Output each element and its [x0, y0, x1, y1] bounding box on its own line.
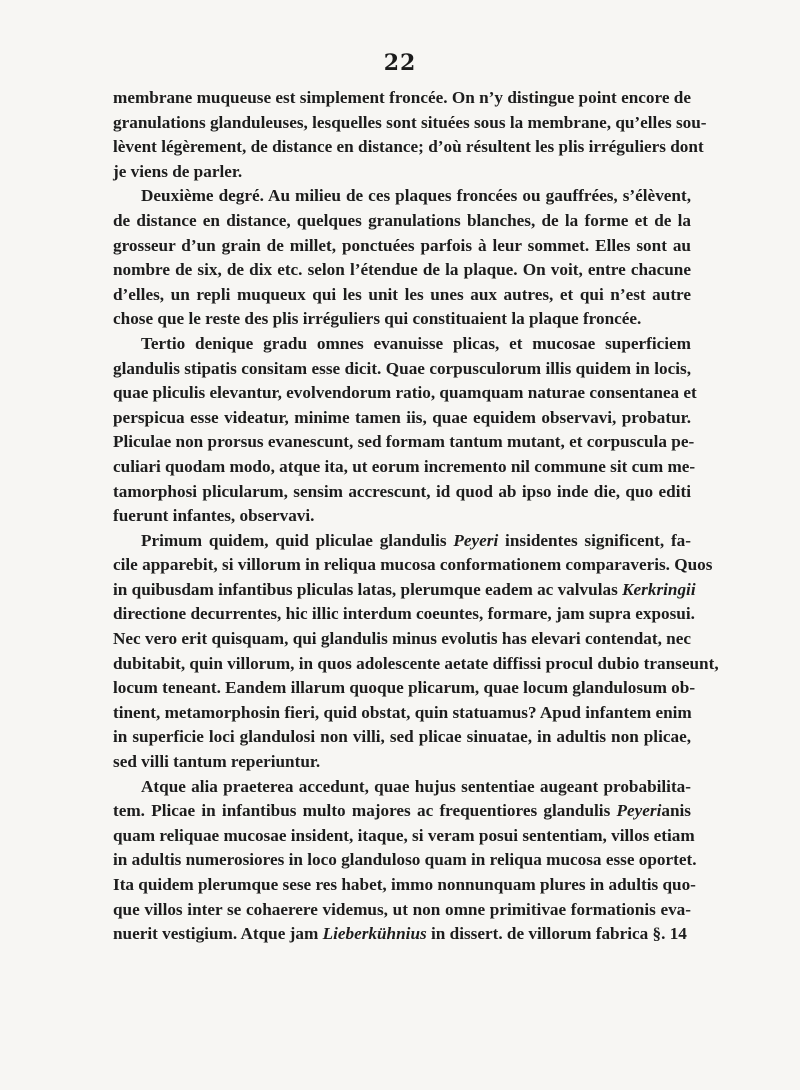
- text-line: d’elles, un repli muqueux qui les unit les unes aux autres, et qui n’est autre: [113, 284, 691, 304]
- text-line: de distance en distance, quelques granulations blanches, de la forme et de la: [113, 210, 691, 230]
- text-line: culiari quodam modo, atque ita, ut eorum incremento nil commune sit cum me-: [113, 456, 696, 476]
- text-line: granulations glanduleuses, lesquelles sont situées sous la membrane, qu’elles sou-: [113, 112, 707, 132]
- paragraph: [113, 775, 697, 947]
- text-line: dubitabit, quin villorum, in quos adolescente aetate diffissi procul dubio transeunt,: [113, 653, 719, 673]
- text-line: quae pliculis elevantur, evolvendorum ratio, quamquam naturae consentanea et: [113, 383, 697, 403]
- italic-name: Peyeri: [616, 801, 662, 821]
- text-line: je viens de parler.: [113, 161, 243, 181]
- text-line: chose que le reste des plis irréguliers qui constituaient la plaque froncée.: [113, 309, 642, 329]
- page-number: 22: [383, 50, 417, 76]
- text-line: glandulis stipatis consitam esse dicit. Quae corpusculorum illis quidem in locis,: [113, 358, 691, 378]
- text-line: Atque alia praeterea accedunt, quae hujus sententiae augeant probabilita-: [141, 776, 691, 796]
- paragraph: [113, 86, 707, 184]
- text-line: tamorphosi plicularum, sensim accrescunt, id quod ab ipso inde die, quo editi: [113, 481, 691, 501]
- text-line: locum teneant. Eandem illarum quoque plicarum, quae locum glandulosum ob-: [113, 678, 696, 698]
- text-line: Ita quidem plerumque sese res habet, immo nonnunquam plures in adultis quo-: [113, 875, 696, 894]
- text-line: Nec vero erit quisquam, qui glandulis minus evolutis has elevari contendat, nec: [113, 629, 691, 649]
- text-line: sed villi tantum reperiuntur.: [113, 752, 321, 772]
- italic-name: Peyeri: [453, 530, 499, 550]
- text-line: cile apparebit, si villorum in reliqua mucosa conformationem comparaveris. Quos: [113, 555, 713, 575]
- italic-name: Lieberkühnius: [322, 924, 427, 944]
- text-line: lèvent légèrement, de distance en distance; d’où résultent les plis irréguliers dont: [113, 137, 704, 157]
- paragraph: [113, 184, 691, 332]
- text-line: Primum quidem, quid pliculae glandulis Peyeri insidentes significent, fa-: [141, 530, 691, 550]
- text-line: Pliculae non prorsus evanescunt, sed formam tantum mutant, et corpuscula pe-: [113, 432, 695, 452]
- text-line: quam reliquae mucosae insident, itaque, si veram posui sententiam, villos etiam: [113, 825, 695, 845]
- text-line: que villos inter se cohaerere videmus, ut non omne primitivae formationis eva-: [113, 899, 691, 919]
- body-text: [113, 86, 719, 947]
- text-line: directione decurrentes, hic illic interdum coeuntes, formare, jam supra exposui.: [113, 604, 695, 624]
- text-line: Tertio denique gradu omnes evanuisse plicas, et mucosae superficiem: [141, 333, 691, 353]
- text-line: grosseur d’un grain de millet, ponctuées parfois à leur sommet. Elles sont au: [113, 235, 691, 255]
- italic-name: Kerkringii: [622, 579, 696, 599]
- paragraph: [113, 332, 697, 529]
- text-line: fuerunt infantes, observavi.: [113, 506, 315, 526]
- text-line: perspicua esse videatur, minime tamen iis, quae equidem observavi, probatur.: [113, 407, 691, 427]
- text-line: tem. Plicae in infantibus multo majores ac frequentiores glandulis Peyerianis: [113, 801, 691, 821]
- text-line: nuerit vestigium. Atque jam Lieberkühnius in dissert. de villorum fabrica §. 14: [113, 924, 687, 944]
- text-line: in quibusdam infantibus pliculas latas, plerumque eadem ac valvulas Kerkringii: [113, 579, 696, 599]
- text-line: Deuxième degré. Au milieu de ces plaques froncées ou gauffrées, s’élèvent,: [141, 186, 691, 206]
- text-line: nombre de six, de dix etc. selon l’étendue de la plaque. On voit, entre chacune: [113, 260, 691, 280]
- text-line: membrane muqueuse est simplement froncée. On n’y distingue point encore de: [113, 88, 691, 107]
- text-line: in adultis numerosiores in loco glanduloso quam in reliqua mucosa esse oportet.: [113, 850, 697, 870]
- text-line: in superficie loci glandulosi non villi, sed plicae sinuatae, in adultis non plicae,: [113, 727, 691, 747]
- paragraph: [113, 529, 719, 775]
- text-line: tinent, metamorphosin fieri, quid obstat, quin statuamus? Apud infantem enim: [113, 702, 692, 722]
